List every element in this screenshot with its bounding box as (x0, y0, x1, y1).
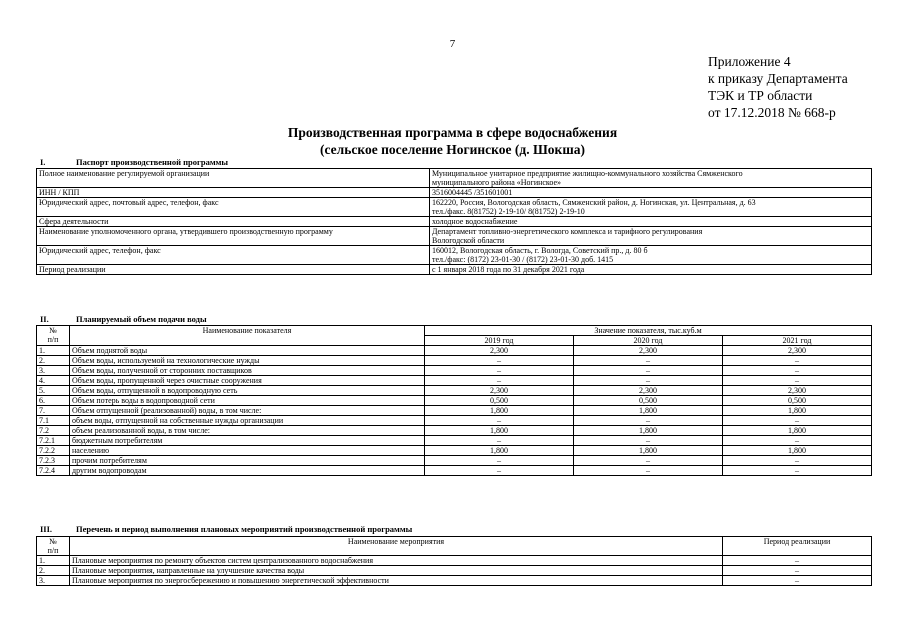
section-number: I. (40, 157, 46, 167)
indicator-name: Объем воды, полученной от сторонних поставщиков (70, 366, 425, 376)
section-title: Планируемый объем подачи воды (76, 314, 207, 324)
indicator-name: Объем воды, используемой на технологические нужды (70, 356, 425, 366)
passport-label: Период реализации (37, 265, 430, 275)
indicator-value: – (723, 376, 872, 386)
indicator-value: 2,300 (574, 386, 723, 396)
passport-value (430, 169, 872, 188)
section-title: Перечень и период выполнения плановых мероприятий производственной программы (76, 524, 413, 534)
col-value-header: Значение показателя, тыс.куб.м (425, 326, 872, 336)
indicator-value: 0,500 (723, 396, 872, 406)
table-row (37, 556, 872, 566)
passport-row (37, 217, 872, 227)
passport-value-line: холодное водоснабжение (432, 217, 518, 226)
indicator-value: 2,300 (425, 386, 574, 396)
col-number-header: № п/п (37, 326, 70, 346)
measure-name: Плановые мероприятия, направленные на улучшение качества воды (70, 566, 723, 576)
indicator-name: Объем воды, пропущенной через очистные сооружения (70, 376, 425, 386)
passport-label: Сфера деятельности (37, 217, 430, 227)
passport-value (430, 198, 872, 217)
table-row (37, 376, 872, 386)
table-row (37, 466, 872, 476)
table-row (37, 366, 872, 376)
section2-heading (40, 314, 207, 324)
indicator-value: – (574, 376, 723, 386)
table-row (37, 406, 872, 416)
indicator-name: Объем поднятой воды (70, 346, 425, 356)
indicator-value: – (723, 466, 872, 476)
indicator-name: объем реализованной воды, в том числе: (70, 426, 425, 436)
row-number: 2. (37, 356, 70, 366)
section-number: III. (40, 524, 53, 534)
indicator-value: – (425, 356, 574, 366)
indicator-value: – (425, 456, 574, 466)
passport-value-line: 3516004445 /351601001 (432, 188, 513, 197)
passport-value (430, 217, 872, 227)
indicator-value: 2,300 (723, 346, 872, 356)
indicator-value: – (574, 366, 723, 376)
indicator-name: другим водопроводам (70, 466, 425, 476)
indicator-name: бюджетным потребителям (70, 436, 425, 446)
passport-value-line: 162220, Россия, Вологодская область, Сямженский район, д. Ногинская, ул. Центральная, д. 63 (432, 198, 756, 207)
row-number: 4. (37, 376, 70, 386)
passport-value (430, 227, 872, 246)
indicator-value: 2,300 (425, 346, 574, 356)
passport-value-line: 160012, Вологодская область, г. Вологда, Советский пр., д. 80 б (432, 246, 648, 255)
indicator-value: 2,300 (723, 386, 872, 396)
table-row (37, 416, 872, 426)
passport-row (37, 265, 872, 275)
row-number: 7.2.4 (37, 466, 70, 476)
passport-row (37, 169, 872, 188)
passport-value-line: Департамент топливно-энергетического комплекса и тарифного регулирования (432, 227, 703, 236)
col-name-header: Наименование показателя (70, 326, 425, 346)
indicator-value: 2,300 (574, 346, 723, 356)
indicator-value: 1,800 (425, 406, 574, 416)
appendix-line: ТЭК и ТР области (708, 88, 813, 103)
appendix-line: от 17.12.2018 № 668-р (708, 105, 836, 120)
year-header: 2021 год (723, 336, 872, 346)
indicator-value: 1,800 (425, 426, 574, 436)
passport-row (37, 188, 872, 198)
row-number: 7.2.3 (37, 456, 70, 466)
passport-value (430, 265, 872, 275)
passport-row (37, 227, 872, 246)
table-row (37, 356, 872, 366)
indicator-name: Объем отпущенной (реализованной) воды, в том числе: (70, 406, 425, 416)
indicator-value: – (574, 436, 723, 446)
passport-row (37, 246, 872, 265)
indicator-value: 1,800 (574, 406, 723, 416)
col-number-header: № п/п (37, 537, 70, 556)
table-row (37, 456, 872, 466)
indicator-value: – (425, 366, 574, 376)
passport-value-line: тел./факс. 8(81752) 2-19-10/ 8(81752) 2-19-10 (432, 207, 585, 216)
table-row (37, 386, 872, 396)
indicator-value: – (723, 416, 872, 426)
indicator-name: объем воды, отпущенной на собственные нужды организации (70, 416, 425, 426)
measure-name: Плановые мероприятия по ремонту объектов систем централизованного водоснабжения (70, 556, 723, 566)
indicator-value: – (425, 436, 574, 446)
indicator-value: – (574, 466, 723, 476)
passport-value-line: Муниципальное унитарное предприятие жилищно-коммунального хозяйства Сямженского (432, 169, 743, 178)
water-volume-table (36, 325, 872, 476)
passport-value-line: муниципального района «Ногинское» (432, 178, 562, 187)
indicator-name: Объем потерь воды в водопроводной сети (70, 396, 425, 406)
indicator-value: 1,800 (723, 426, 872, 436)
passport-row (37, 198, 872, 217)
indicator-value: 1,800 (723, 446, 872, 456)
row-number: 7.2.1 (37, 436, 70, 446)
passport-value-line: с 1 января 2018 года по 31 декабря 2021 года (432, 265, 585, 274)
passport-label: ИНН / КПП (37, 188, 430, 198)
year-header: 2020 год (574, 336, 723, 346)
passport-label: Наименование уполномоченного органа, утвердившего производственную программу (37, 227, 430, 246)
row-number: 5. (37, 386, 70, 396)
indicator-value: – (574, 456, 723, 466)
appendix-line: Приложение 4 (708, 54, 791, 69)
row-number: 1. (37, 346, 70, 356)
title-line: (сельское поселение Ногинское (д. Шокша) (320, 142, 585, 157)
row-number: 7.2 (37, 426, 70, 436)
col-name-header: Наименование мероприятия (70, 537, 723, 556)
section1-heading (40, 157, 228, 167)
indicator-value: – (723, 436, 872, 446)
passport-value-line: Вологодской области (432, 236, 505, 245)
indicator-value: 1,800 (574, 426, 723, 436)
indicator-value: – (574, 356, 723, 366)
passport-value (430, 188, 872, 198)
indicator-value: – (425, 376, 574, 386)
section-number: II. (40, 314, 49, 324)
table-row (37, 576, 872, 586)
indicator-name: Объем воды, отпущенной в водопроводную сеть (70, 386, 425, 396)
table-row (37, 566, 872, 576)
table-row (37, 346, 872, 356)
passport-value (430, 246, 872, 265)
section-title: Паспорт производственной программы (76, 157, 229, 167)
row-number: 7. (37, 406, 70, 416)
col-period-header: Период реализации (723, 537, 872, 556)
indicator-value: 0,500 (425, 396, 574, 406)
measure-name: Плановые мероприятия по энергосбережению и повышению энергетической эффективности (70, 576, 723, 586)
row-number: 3. (37, 576, 70, 586)
passport-table (36, 168, 872, 275)
indicator-value: 1,800 (723, 406, 872, 416)
indicator-name: населению (70, 446, 425, 456)
indicator-value: – (574, 416, 723, 426)
indicator-value: 1,800 (425, 446, 574, 456)
passport-label: Юридический адрес, почтовый адрес, телефон, факс (37, 198, 430, 217)
measure-period: – (723, 576, 872, 586)
indicator-value: – (723, 366, 872, 376)
measures-table (36, 536, 872, 586)
indicator-name: прочим потребителям (70, 456, 425, 466)
appendix-note (708, 53, 848, 121)
table-row (37, 446, 872, 456)
indicator-value: – (723, 356, 872, 366)
row-number: 1. (37, 556, 70, 566)
table-row (37, 436, 872, 446)
row-number: 6. (37, 396, 70, 406)
passport-value-line: тел./факс: (8172) 23-01-30 / (8172) 23-01-30 доб. 1415 (432, 255, 614, 264)
row-number: 2. (37, 566, 70, 576)
passport-label: Юридический адрес, телефон, факс (37, 246, 430, 265)
row-number: 3. (37, 366, 70, 376)
table-row (37, 426, 872, 436)
page-number: 7 (449, 38, 456, 50)
row-number: 7.1 (37, 416, 70, 426)
indicator-value: 0,500 (574, 396, 723, 406)
indicator-value: 1,800 (574, 446, 723, 456)
indicator-value: – (425, 466, 574, 476)
measure-period: – (723, 556, 872, 566)
row-number: 7.2.2 (37, 446, 70, 456)
appendix-line: к приказу Департамента (708, 71, 848, 86)
section3-heading (40, 524, 412, 534)
document-title (0, 124, 905, 158)
passport-label: Полное наименование регулируемой организации (37, 169, 430, 188)
indicator-value: – (723, 456, 872, 466)
title-line: Производственная программа в сфере водоснабжения (287, 125, 618, 140)
table-row (37, 396, 872, 406)
indicator-value: – (425, 416, 574, 426)
measure-period: – (723, 566, 872, 576)
year-header: 2019 год (425, 336, 574, 346)
